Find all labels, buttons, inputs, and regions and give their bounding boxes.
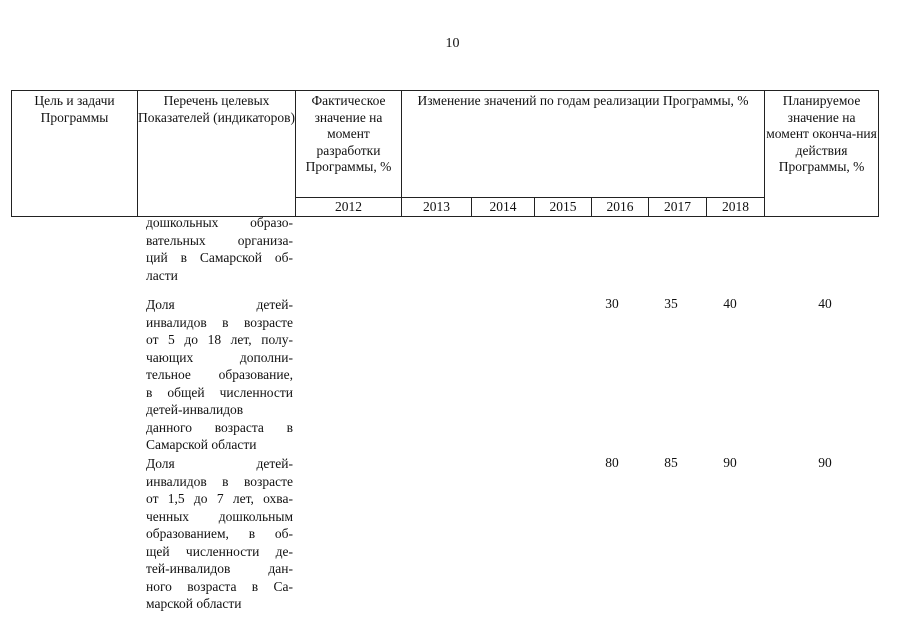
year-actual: 2012: [296, 198, 402, 217]
value-2016: 30: [605, 296, 619, 311]
value-planned: 90: [818, 455, 832, 470]
year-2013: 2013: [402, 198, 472, 217]
header-change: Изменение значений по годам реализации Программы, %: [402, 91, 765, 198]
year-2015: 2015: [535, 198, 592, 217]
value-2018: 90: [723, 455, 737, 470]
value-2016: 80: [605, 455, 619, 470]
year-2016: 2016: [592, 198, 649, 217]
year-2014: 2014: [472, 198, 535, 217]
year-2018: 2018: [707, 198, 765, 217]
indicator-text: дошкольных образо- вательных организа- ций в Самарской об- ласти: [146, 215, 293, 283]
header-indicators: Перечень целевых Показателей (индикаторов): [138, 91, 296, 217]
indicators-table-header: [11, 90, 879, 217]
page-number: 10: [445, 36, 460, 51]
value-2018: 40: [723, 296, 737, 311]
value-2017: 85: [664, 455, 678, 470]
header-planned: Планируемое значение на момент оконча-ния действия Программы, %: [765, 91, 879, 217]
year-2017: 2017: [649, 198, 707, 217]
value-2017: 35: [664, 296, 678, 311]
value-planned: 40: [818, 296, 832, 311]
header-actual: Фактическое значение на момент разработки Программы, %: [296, 91, 402, 198]
header-goal: Цель и задачи Программы: [12, 91, 138, 217]
indicator-text: Доля детей- инвалидов в возрасте от 5 до 18 лет, полу- чающих дополни- тельное образование, в общей численности детей-инвалидов данного возраста в Самарской области: [146, 297, 293, 452]
indicator-text: Доля детей- инвалидов в возрасте от 1,5 до 7 лет, охва- ченных дошкольным образованием, в об- щей численности де- тей-инвалидов дан- ного возраста в Са- марской области: [146, 456, 293, 611]
